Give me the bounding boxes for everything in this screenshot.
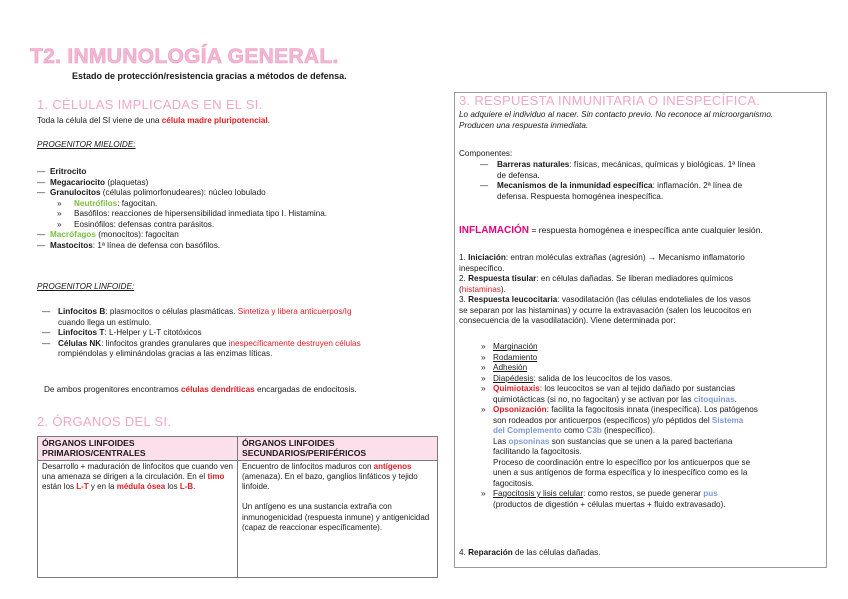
desc: son sustancias que se unen a la pared bacteriana: [549, 436, 733, 446]
list-subitem: [459, 342, 819, 353]
highlight: inespecíficamente destruyen células: [228, 338, 361, 348]
desc: unen a sus antígenos de forma específica y lo inespecífico como es la: [493, 468, 748, 477]
num: 2.: [459, 274, 469, 283]
leukocyte-steps: [459, 342, 819, 510]
phase-1: [459, 253, 823, 274]
term: Barreras naturales: [497, 160, 570, 169]
inflammation-def: [459, 225, 763, 238]
term: timo: [207, 471, 225, 481]
text: los: [165, 482, 180, 492]
section-3-heading: 3. RESPUESTA INMUNITARIA O INESPECÍFICA.: [459, 93, 761, 108]
cell-primary: [38, 460, 238, 577]
desc: : 1ª línea de defensa con basófilos.: [92, 240, 221, 250]
term: células dendríticas: [181, 385, 255, 394]
desc: Eosinófilos: defensas contra parásitos.: [74, 219, 215, 229]
desc: : facilita la fagocitosis innata (inespecífica). Los patógenos: [546, 405, 758, 414]
term: Macrófagos: [50, 230, 96, 239]
desc: de las células dañadas.: [512, 548, 601, 557]
term: antígenos: [373, 461, 412, 471]
section-2-heading: 2. ÓRGANOS DEL SI.: [37, 414, 172, 429]
list-subitem: [37, 199, 437, 210]
term: Marginación: [493, 342, 538, 351]
highlight: Sistema: [711, 415, 744, 425]
term: médula ósea: [116, 482, 166, 492]
text: están los: [42, 482, 77, 492]
stem-cell-term: célula madre pluripotencial: [161, 116, 268, 125]
term: Respuesta tisular: [468, 274, 537, 283]
desc: consecuencia de la vasodilatación). Viene determinada por:: [459, 316, 676, 325]
term: Diapédesis: [493, 373, 534, 383]
desc: facilitando la fagocitosis.: [493, 447, 582, 456]
dendritic-note: [44, 385, 357, 396]
desc: : fagocitan.: [117, 198, 158, 208]
s3-intro-2: Producen una respuesta inmediata.: [459, 121, 589, 130]
phase-3: [459, 295, 823, 327]
list-item: [37, 188, 437, 199]
highlight: citoquinas: [693, 394, 735, 404]
desc: : entran moléculas extrañas (agresión) → Mecanismo inflamatorio: [505, 253, 745, 262]
components-label: Componentes:: [459, 149, 513, 158]
mieloide-label: PROGENITOR MIELOIDE:: [37, 140, 136, 149]
num: 1.: [459, 253, 469, 262]
desc: inespecífico.: [459, 263, 505, 273]
text: Un antígeno es una sustancia extraña con inmunogenicidad (respuesta inmune) y antigenicidad (capaz de reaccionar específicamente).: [242, 502, 430, 532]
list-subitem: [459, 374, 819, 385]
term: Mecanismos de la inmunidad específica: [497, 181, 653, 190]
term: Neutrófilos: [74, 198, 118, 208]
desc: (células polimorfonudeares): núcleo lobulado: [100, 188, 266, 197]
term: Rodamiento: [493, 352, 538, 362]
cell-secondary: [238, 460, 438, 577]
text: (amenaza). En el bazo, ganglios linfáticos y tejido linfoide.: [242, 471, 418, 492]
text: Encuentro de linfocitos maduros con: [242, 461, 374, 471]
term: L-B: [179, 482, 194, 492]
desc: cuando llega un estímulo.: [58, 317, 152, 327]
term: Fagocitosis y lisis celular: [493, 489, 584, 498]
list-subitem: [459, 405, 819, 489]
intro-end: .: [267, 116, 271, 125]
highlight: C3b: [586, 426, 602, 435]
desc: (inespecífico).: [601, 426, 655, 435]
desc: : en células dañadas. Se liberan mediadores químicos: [536, 274, 733, 283]
text: .: [193, 482, 196, 492]
section-1-intro: [37, 116, 270, 127]
term: Iniciación: [468, 253, 506, 262]
mieloide-list: [37, 167, 437, 251]
linfoide-list: [42, 307, 440, 360]
desc: fagocitosis.: [493, 478, 534, 488]
term: Megacariocito: [50, 177, 106, 187]
desc: como: [561, 426, 587, 435]
list-subitem: [459, 384, 819, 405]
desc: rompiéndolas y eliminándolas gracias a las enzimas líticas.: [58, 349, 273, 358]
num: 3.: [459, 295, 469, 304]
desc: ).: [500, 284, 506, 294]
desc: (plaquetas): [105, 177, 149, 187]
desc: Basófilos: reacciones de hipersensibilidad inmediata tipo I. Histamina.: [74, 209, 328, 218]
desc: : inflamación. 2ª línea de: [652, 181, 743, 190]
list-subitem: [459, 363, 819, 374]
list-item: [37, 241, 437, 252]
list-item: [42, 328, 440, 339]
desc: .: [734, 394, 737, 404]
term: Reparación: [468, 548, 513, 557]
highlight: del Complemento: [493, 426, 562, 435]
page-title: T2. INMUNOLOGÍA GENERAL.: [30, 45, 339, 68]
intro-text: Toda la célula del SI viene de una: [37, 116, 162, 125]
term: L-T: [76, 482, 89, 492]
desc: : linfocitos grandes granulares que: [101, 338, 229, 348]
organs-table: [37, 436, 438, 578]
desc: : salida de los leucocitos de los vasos.: [533, 373, 673, 383]
desc: (: [459, 284, 462, 294]
desc: (monocitos): fagocitan: [95, 230, 179, 239]
phase-2: [459, 274, 823, 295]
highlight: opsoninas: [508, 436, 550, 446]
list-subitem: [37, 220, 437, 231]
s3-intro-1: Lo adquiere el individuo al nacer. Sin contacto previo. No reconoce al microorganismo.: [459, 110, 774, 119]
list-item: [480, 160, 815, 181]
desc: : plasmocitos o células plasmáticas.: [105, 307, 238, 316]
desc: = respuesta homogénea e inespecífica ante cualquier lesión.: [529, 225, 763, 235]
list-subitem: [459, 489, 819, 510]
list-subitem: [459, 353, 819, 364]
desc: quimiotácticas (si no, no fagocitan) y se activan por las: [493, 394, 694, 404]
term: Mastocitos: [50, 240, 93, 250]
term: Respuesta leucocitaria: [468, 295, 558, 304]
list-item: [37, 230, 437, 241]
list-item: [37, 167, 437, 178]
desc: : como restos, se puede generar: [583, 489, 704, 498]
term: INFLAMACIÓN: [459, 225, 529, 236]
term: Opsonización: [493, 405, 547, 414]
term: Linfocitos T: [58, 328, 105, 337]
components-list: [480, 160, 815, 202]
linfoide-label: PROGENITOR LINFOIDE:: [37, 282, 135, 291]
highlight: pus: [703, 489, 718, 498]
text: y en la: [88, 482, 117, 492]
phase-4: [459, 548, 601, 559]
desc: : físicas, mecánicas, químicas y biológicas. 1ª línea: [569, 160, 756, 169]
desc: Las: [493, 436, 509, 446]
term: Linfocitos B: [58, 307, 106, 316]
text: encargadas de endocitosis.: [254, 385, 357, 394]
list-subitem: [37, 209, 437, 220]
list-item: [480, 181, 815, 202]
term: Adhesión: [493, 363, 528, 372]
term: Células NK: [58, 338, 102, 348]
text: Desarrollo + maduración de linfocitos que cuando ven una amenaza se dirigen a la circulación. En el: [42, 461, 234, 481]
list-item: [37, 178, 437, 189]
desc: son rodeados por anticuerpos (específicos) y/o péptidos del: [493, 415, 712, 425]
desc: : L-Helper y L-T citotóxicos: [104, 328, 202, 337]
desc: : vasodilatación (las células endoteliales de los vasos: [557, 295, 751, 304]
page-subtitle: Estado de protección/resistencia gracias a métodos de defensa.: [72, 71, 347, 81]
desc: : los leucocitos se van al tejido dañado por sustancias: [539, 384, 736, 393]
desc: defensa. Respuesta homogénea inespecífica.: [497, 191, 664, 201]
term: Eritrocito: [50, 167, 87, 176]
col-header-primary: ÓRGANOS LINFOIDES PRIMARIOS/CENTRALES: [38, 437, 238, 461]
list-item: [42, 339, 440, 360]
text: De ambos progenitores encontramos: [44, 385, 181, 394]
phases-block: [459, 253, 823, 327]
highlight: histaminas: [461, 284, 501, 294]
num: 4.: [459, 548, 469, 557]
desc: Proceso de coordinación entre lo específico por los anticuerpos que se: [493, 457, 751, 467]
term: Granulocitos: [50, 188, 101, 197]
desc: de defensa.: [497, 170, 540, 180]
section-1-heading: 1. CÉLULAS IMPLICADAS EN EL SI.: [37, 97, 263, 112]
list-item: [42, 307, 440, 328]
desc: (productos de digestión + células muertas + fluido extravasado).: [493, 499, 726, 509]
term: Quimiotaxis: [493, 384, 540, 393]
desc: se separan por las histaminas) y ocurre la extravasación (salen los leucocitos en: [459, 305, 752, 315]
col-header-secondary: ÓRGANOS LINFOIDES SECUNDARIOS/PERIFÉRICOS: [238, 437, 438, 461]
highlight: Sintetiza y libera anticuerpos/Ig: [237, 307, 352, 316]
